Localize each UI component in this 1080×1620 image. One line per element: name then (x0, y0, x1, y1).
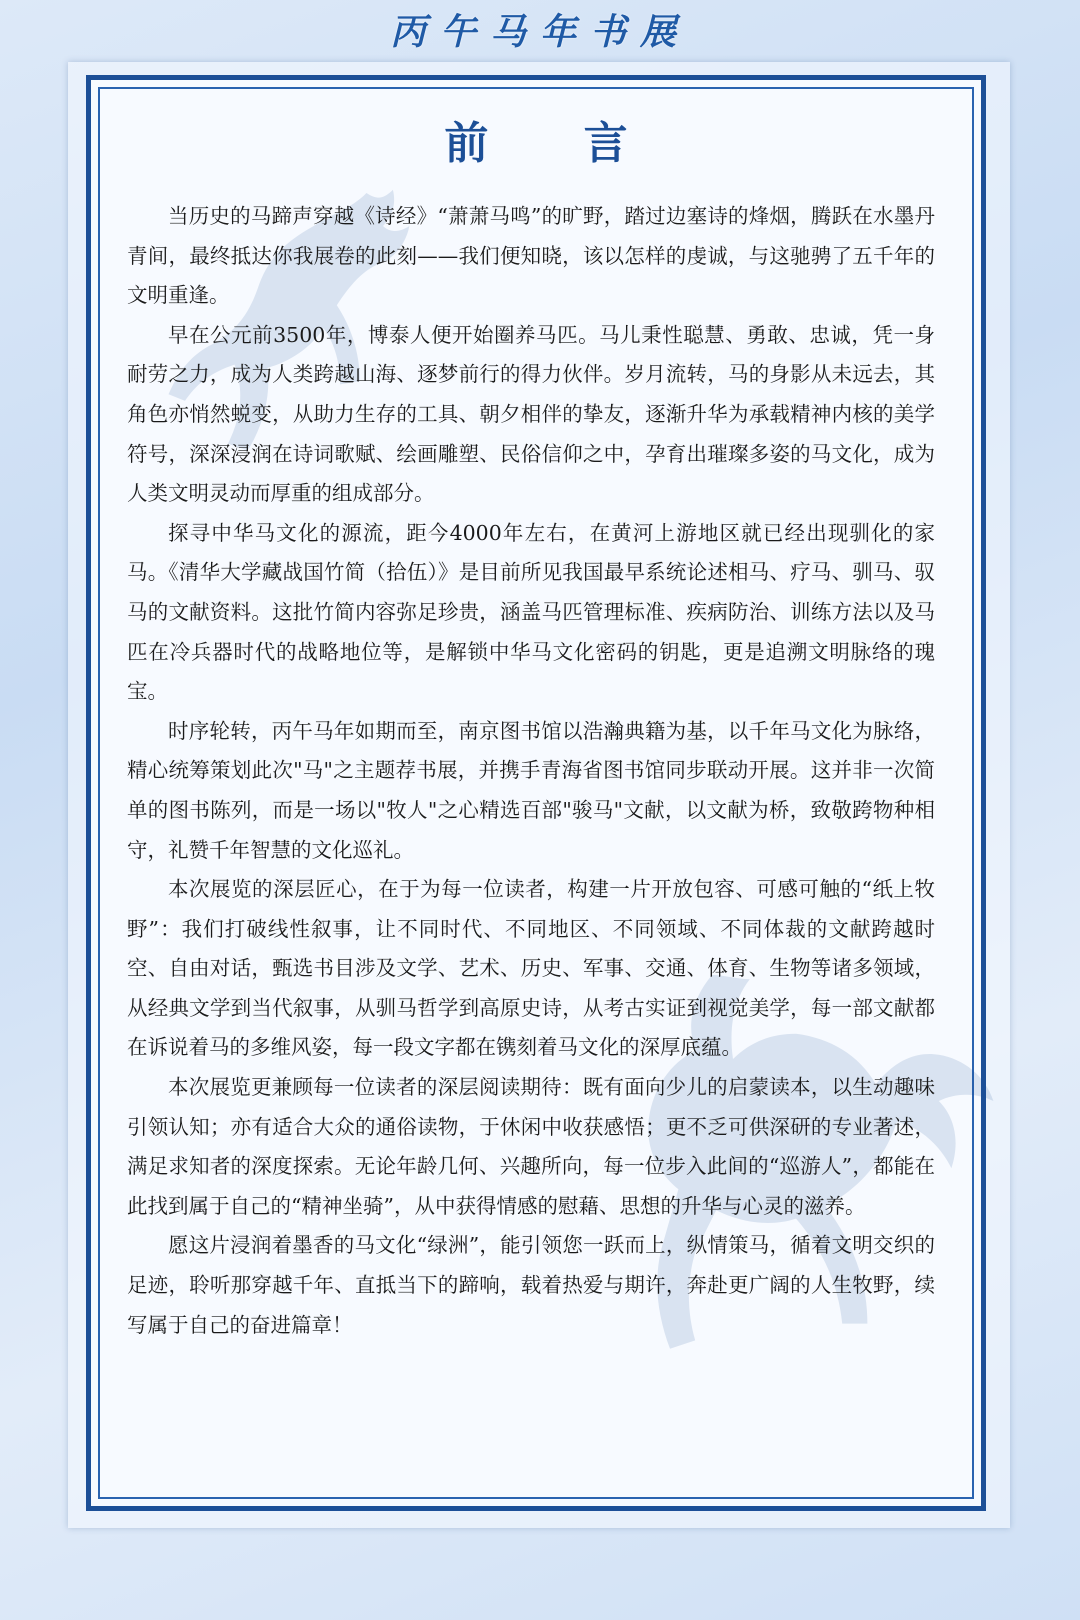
preface-paragraph: 本次展览的深层匠心，在于为每一位读者，构建一片开放包容、可感可触的“纸上牧野”：我们打破线性叙事，让不同时代、不同地区、不同领域、不同体裁的文献跨越时空、自由对话，甄选书目涉及文学、艺术、历史、军事、交通、体育、生物等诸多领域，从经典文学到当代叙事，从驯马哲学到高原史诗，从考古实证到视觉美学，每一部文献都在诉说着马的多维风姿，每一段文字都在镌刻着马文化的深厚底蕴。 (127, 877, 935, 1060)
preface-paragraph: 早在公元前3500年，博泰人便开始圈养马匹。马儿秉性聪慧、勇敢、忠诚，凭一身耐劳之力，成为人类跨越山海、逐梦前行的得力伙伴。岁月流转，马的身影从未远去，其角色亦悄然蜕变，从助力生存的工具、朝夕相伴的挚友，逐渐升华为承载精神内核的美学符号，深深浸润在诗词歌赋、绘画雕塑、民俗信仰之中，孕育出璀璨多姿的马文化，成为人类文明灵动而厚重的组成部分。 (127, 322, 935, 506)
preface-paragraph: 探寻中华马文化的源流，距今4000年左右，在黄河上游地区就已经出现驯化的家马。《清华大学藏战国竹简（拾伍）》是目前所见我国最早系统论述相马、疗马、驯马、驭马的文献资料。这批竹简内容弥足珍贵，涵盖马匹管理标准、疾病防治、训练方法以及马匹在冷兵器时代的战略地位等，是解锁中华马文化密码的钥匙，更是追溯文明脉络的瑰宝。 (127, 520, 935, 704)
preface-paragraph: 本次展览更兼顾每一位读者的深层阅读期待：既有面向少儿的启蒙读本，以生动趣味引领认知；亦有适合大众的通俗读物，于休闲中收获感悟；更不乏可供深研的专业著述，满足求知者的深度探索。无论年龄几何、兴趣所向，每一位步入此间的“巡游人”，都能在此找到属于自己的“精神坐骑”，从中获得情感的慰藉、思想的升华与心灵的滋养。 (127, 1075, 935, 1218)
preface-paragraph: 时序轮转，丙午马年如期而至，南京图书馆以浩瀚典籍为基，以千年马文化为脉络，精心统筹策划此次"马"之主题荐书展，并携手青海省图书馆同步联动开展。这并非一次简单的图书陈列，而是一场以"牧人"之心精选百部"骏马"文献，以文献为桥，致敬跨物种相守，礼赞千年智慧的文化巡礼。 (127, 718, 935, 862)
preface-panel (86, 75, 986, 1511)
preface-body (127, 197, 935, 1345)
exhibition-title: 丙午马年书展 (389, 11, 690, 53)
preface-paragraph: 愿这片浸润着墨香的马文化“绿洲”，能引领您一跃而上，纵情策马，循着文明交织的足迹，聆听那穿越千年、直抵当下的蹄响，载着热爱与期许，奔赴更广阔的人生牧野，续写属于自己的奋进篇章！ (127, 1233, 935, 1337)
preface-heading: 前 言 (444, 118, 668, 169)
preface-paragraph: 当历史的马蹄声穿越《诗经》“萧萧马鸣”的旷野，踏过边塞诗的烽烟，腾跃在水墨丹青间，最终抵达你我展卷的此刻——我们便知晓，该以怎样的虔诚，与这驰骋了五千年的文明重逢。 (127, 204, 935, 308)
